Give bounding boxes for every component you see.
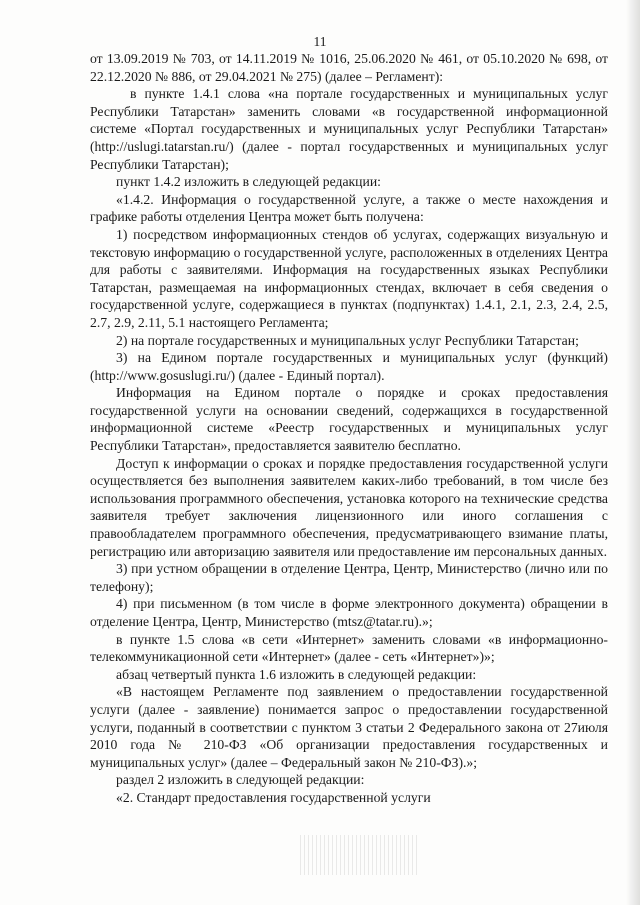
paragraph: 1) посредством информационных стендов об услугах, содержащих визуальную и текстовую информацию о государственной услуге, расположенных в отделениях Центра для работы с заявителями. Информация на государственных языках Республики Татарстан, размещаемая на информационных стендах, включает в себя сведения о государственной услуге, содержащиеся в пунктах (подпунктах) 1.4.1, 2.1, 2.3, 2.4, 2.5, 2.7, 2.9, 2.11, 5.1 настоящего Регламента; — [90, 226, 608, 330]
scan-edge-shadow — [626, 0, 640, 905]
document-body — [90, 50, 608, 807]
scan-noise — [300, 835, 420, 875]
paragraph: Доступ к информации о сроках и порядке предоставления государственной услуги осуществляется без выполнения заявителем каких-либо требований, в том числе без использования программного обеспечения, установка которого на технические средства заявителя требует заключения лицензионного или иного соглашения с правообладателем программного обеспечения, предусматривающего взимание платы, регистрацию или авторизацию заявителя или предоставление им персональных данных. — [90, 455, 608, 559]
paragraph: в пункте 1.5 слова «в сети «Интернет» заменить словами «в информационно-телекоммуникационной сети «Интернет» (далее - сеть «Интернет»)»; — [90, 631, 608, 665]
paragraph: раздел 2 изложить в следующей редакции: — [116, 772, 365, 788]
paragraph: пункт 1.4.2 изложить в следующей редакции: — [116, 174, 381, 190]
paragraph: 3) при устном обращении в отделение Центра, Центр, Министерство (лично или по телефону); — [90, 561, 608, 594]
paragraph: 4) при письменном (в том числе в форме электронного документа) обращении в отделение Центра, Центр, Министерство (mtsz@tatar.ru).»; — [90, 596, 608, 629]
paragraph: абзац четвертый пункта 1.6 изложить в следующей редакции: — [116, 666, 477, 682]
page-number: 11 — [313, 34, 327, 49]
paragraph: Информация на Едином портале о порядке и сроках предоставления государственной услуги на основании сведений, содержащихся в государственной информационной системе «Реестр государственных и муниципальных услуг Республики Татарстан», предоставляется заявителю бесплатно. — [90, 385, 608, 454]
paragraph: «1.4.2. Информация о государственной услуге, а также о месте нахождения и графике работы отделения Центра может быть получена: — [90, 191, 608, 225]
paragraph: «В настоящем Регламенте под заявлением о предоставлении государственной услуги (далее - заявление) понимается запрос о предоставлении государственной услуги, поданный в соответствии с пунктом 3 статьи 2 Федерального закона от 27июля 2010 года № 210-ФЗ «Об организации предоставления государственных и муниципальных услуг» (далее – Федеральный закон № 210-ФЗ).»; — [90, 684, 608, 770]
paragraph: 2) на портале государственных и муниципальных услуг Республики Татарстан; — [116, 332, 579, 348]
paragraph: «2. Стандарт предоставления государственной услуги — [116, 789, 431, 805]
paragraph: в пункте 1.4.1 слова «на портале государственных и муниципальных услуг Республики Татарстан» заменить словами «в государственной информационной системе «Портал государственных и муниципальных услуг Республики Татарстан» (http://uslugi.tatarstan.ru/) (далее - портал государственных и муниципальных услуг Республики Татарстан); — [90, 86, 608, 172]
paragraph: 3) на Едином портале государственных и муниципальных услуг (функций) (http://www.gosuslugi.ru/) (далее - Единый портал). — [90, 350, 608, 383]
paragraph: от 13.09.2019 № 703, от 14.11.2019 № 1016, 25.06.2020 № 461, от 05.10.2020 № 698, от 22.12.2020 № 886, от 29.04.2021 № 275) (далее – Регламент): — [90, 51, 608, 84]
